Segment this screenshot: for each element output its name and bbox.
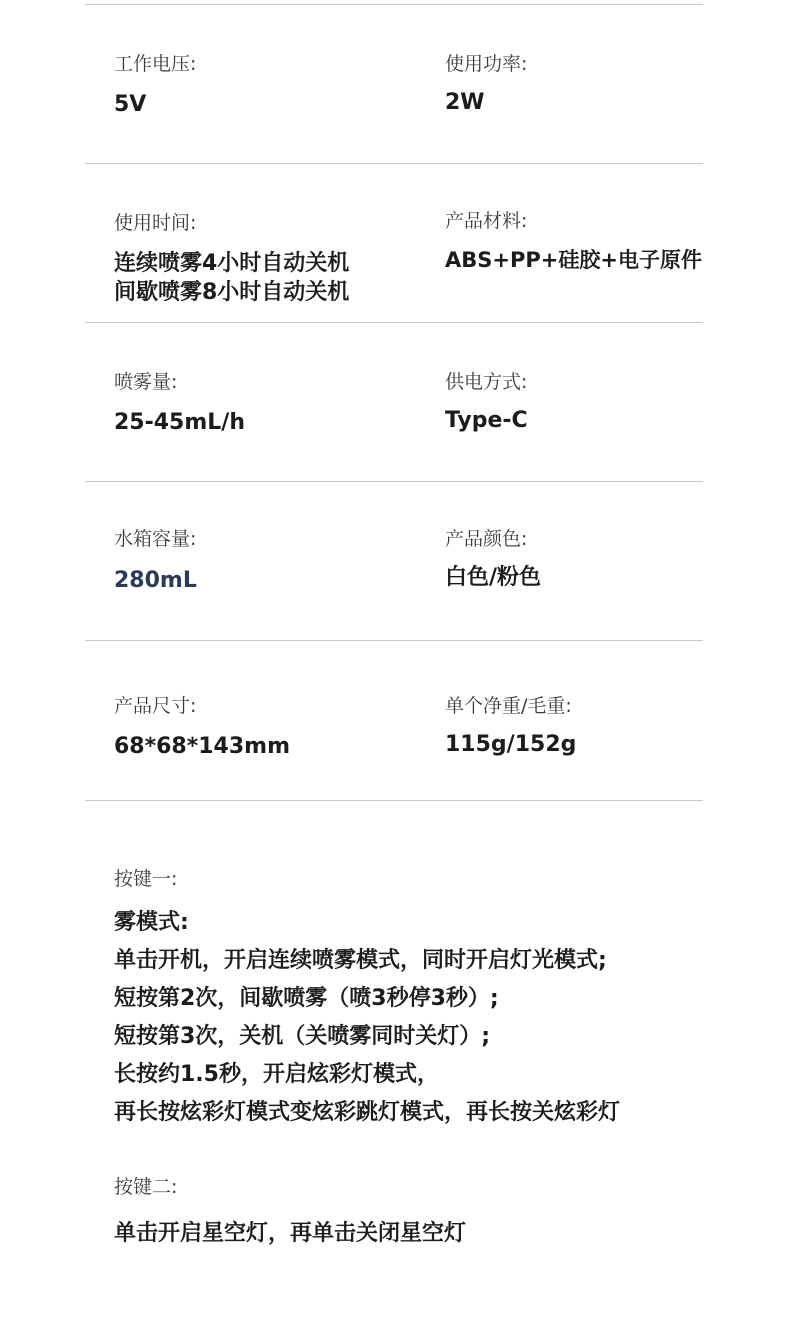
spec-value: 白色/粉色 (445, 565, 542, 590)
spec-label: 工作电压: (114, 53, 197, 75)
spec-label: 单个净重/毛重: (445, 695, 572, 717)
spec-value: 280mL (114, 568, 197, 593)
spec-label: 使用功率: (445, 53, 528, 75)
key-line: 单击开启星空灯，再单击关闭星空灯 (114, 1221, 467, 1246)
spec-value: ABS+PP+硅胶+电子原件 (445, 248, 702, 272)
spec-value: 68*68*143mm (114, 734, 291, 759)
divider (85, 322, 703, 323)
key-line: 再长按炫彩灯模式变炫彩跳灯模式，再长按关炫彩灯 (114, 1100, 621, 1125)
spec-label: 产品颜色: (445, 528, 528, 550)
key-label: 按键二: (114, 1176, 178, 1198)
key-label: 按键一: (114, 868, 178, 890)
spec-label: 使用时间: (114, 212, 197, 234)
spec-label: 喷雾量: (114, 371, 178, 393)
divider (85, 4, 703, 5)
spec-dimensions (114, 694, 444, 761)
spec-value: 间歇喷雾8小时自动关机 (114, 280, 350, 305)
key-line: 雾模式: (114, 910, 189, 935)
spec-tank-capacity (114, 527, 444, 595)
spec-power-supply (445, 370, 775, 435)
divider (85, 640, 703, 641)
spec-material (445, 209, 785, 275)
divider (85, 163, 703, 164)
key-line: 短按第2次，间歇喷雾（喷3秒停3秒）; (114, 986, 499, 1011)
spec-usage-time (114, 211, 444, 307)
spec-label: 产品尺寸: (114, 695, 197, 717)
spec-weight (445, 694, 775, 759)
key-line: 短按第3次，关机（关喷雾同时关灯）; (114, 1024, 491, 1049)
divider (85, 481, 703, 482)
spec-working-voltage (114, 52, 444, 119)
spec-value: Type-C (445, 408, 528, 433)
spec-mist-volume (114, 370, 444, 437)
spec-color (445, 527, 775, 592)
spec-value: 连续喷雾4小时自动关机 (114, 251, 350, 276)
spec-value: 25-45mL/h (114, 410, 246, 435)
spec-value: 5V (114, 92, 147, 117)
spec-label: 水箱容量: (114, 528, 197, 550)
spec-value: 115g/152g (445, 732, 577, 757)
key-two-section (114, 1175, 754, 1253)
key-line: 长按约1.5秒，开启炫彩灯模式， (114, 1062, 439, 1087)
key-line: 单击开机，开启连续喷雾模式，同时开启灯光模式; (114, 948, 607, 973)
divider (85, 800, 703, 801)
spec-value: 2W (445, 90, 485, 115)
key-one-section (114, 867, 754, 1132)
spec-label: 供电方式: (445, 371, 528, 393)
spec-label: 产品材料: (445, 210, 528, 232)
spec-power (445, 52, 775, 117)
